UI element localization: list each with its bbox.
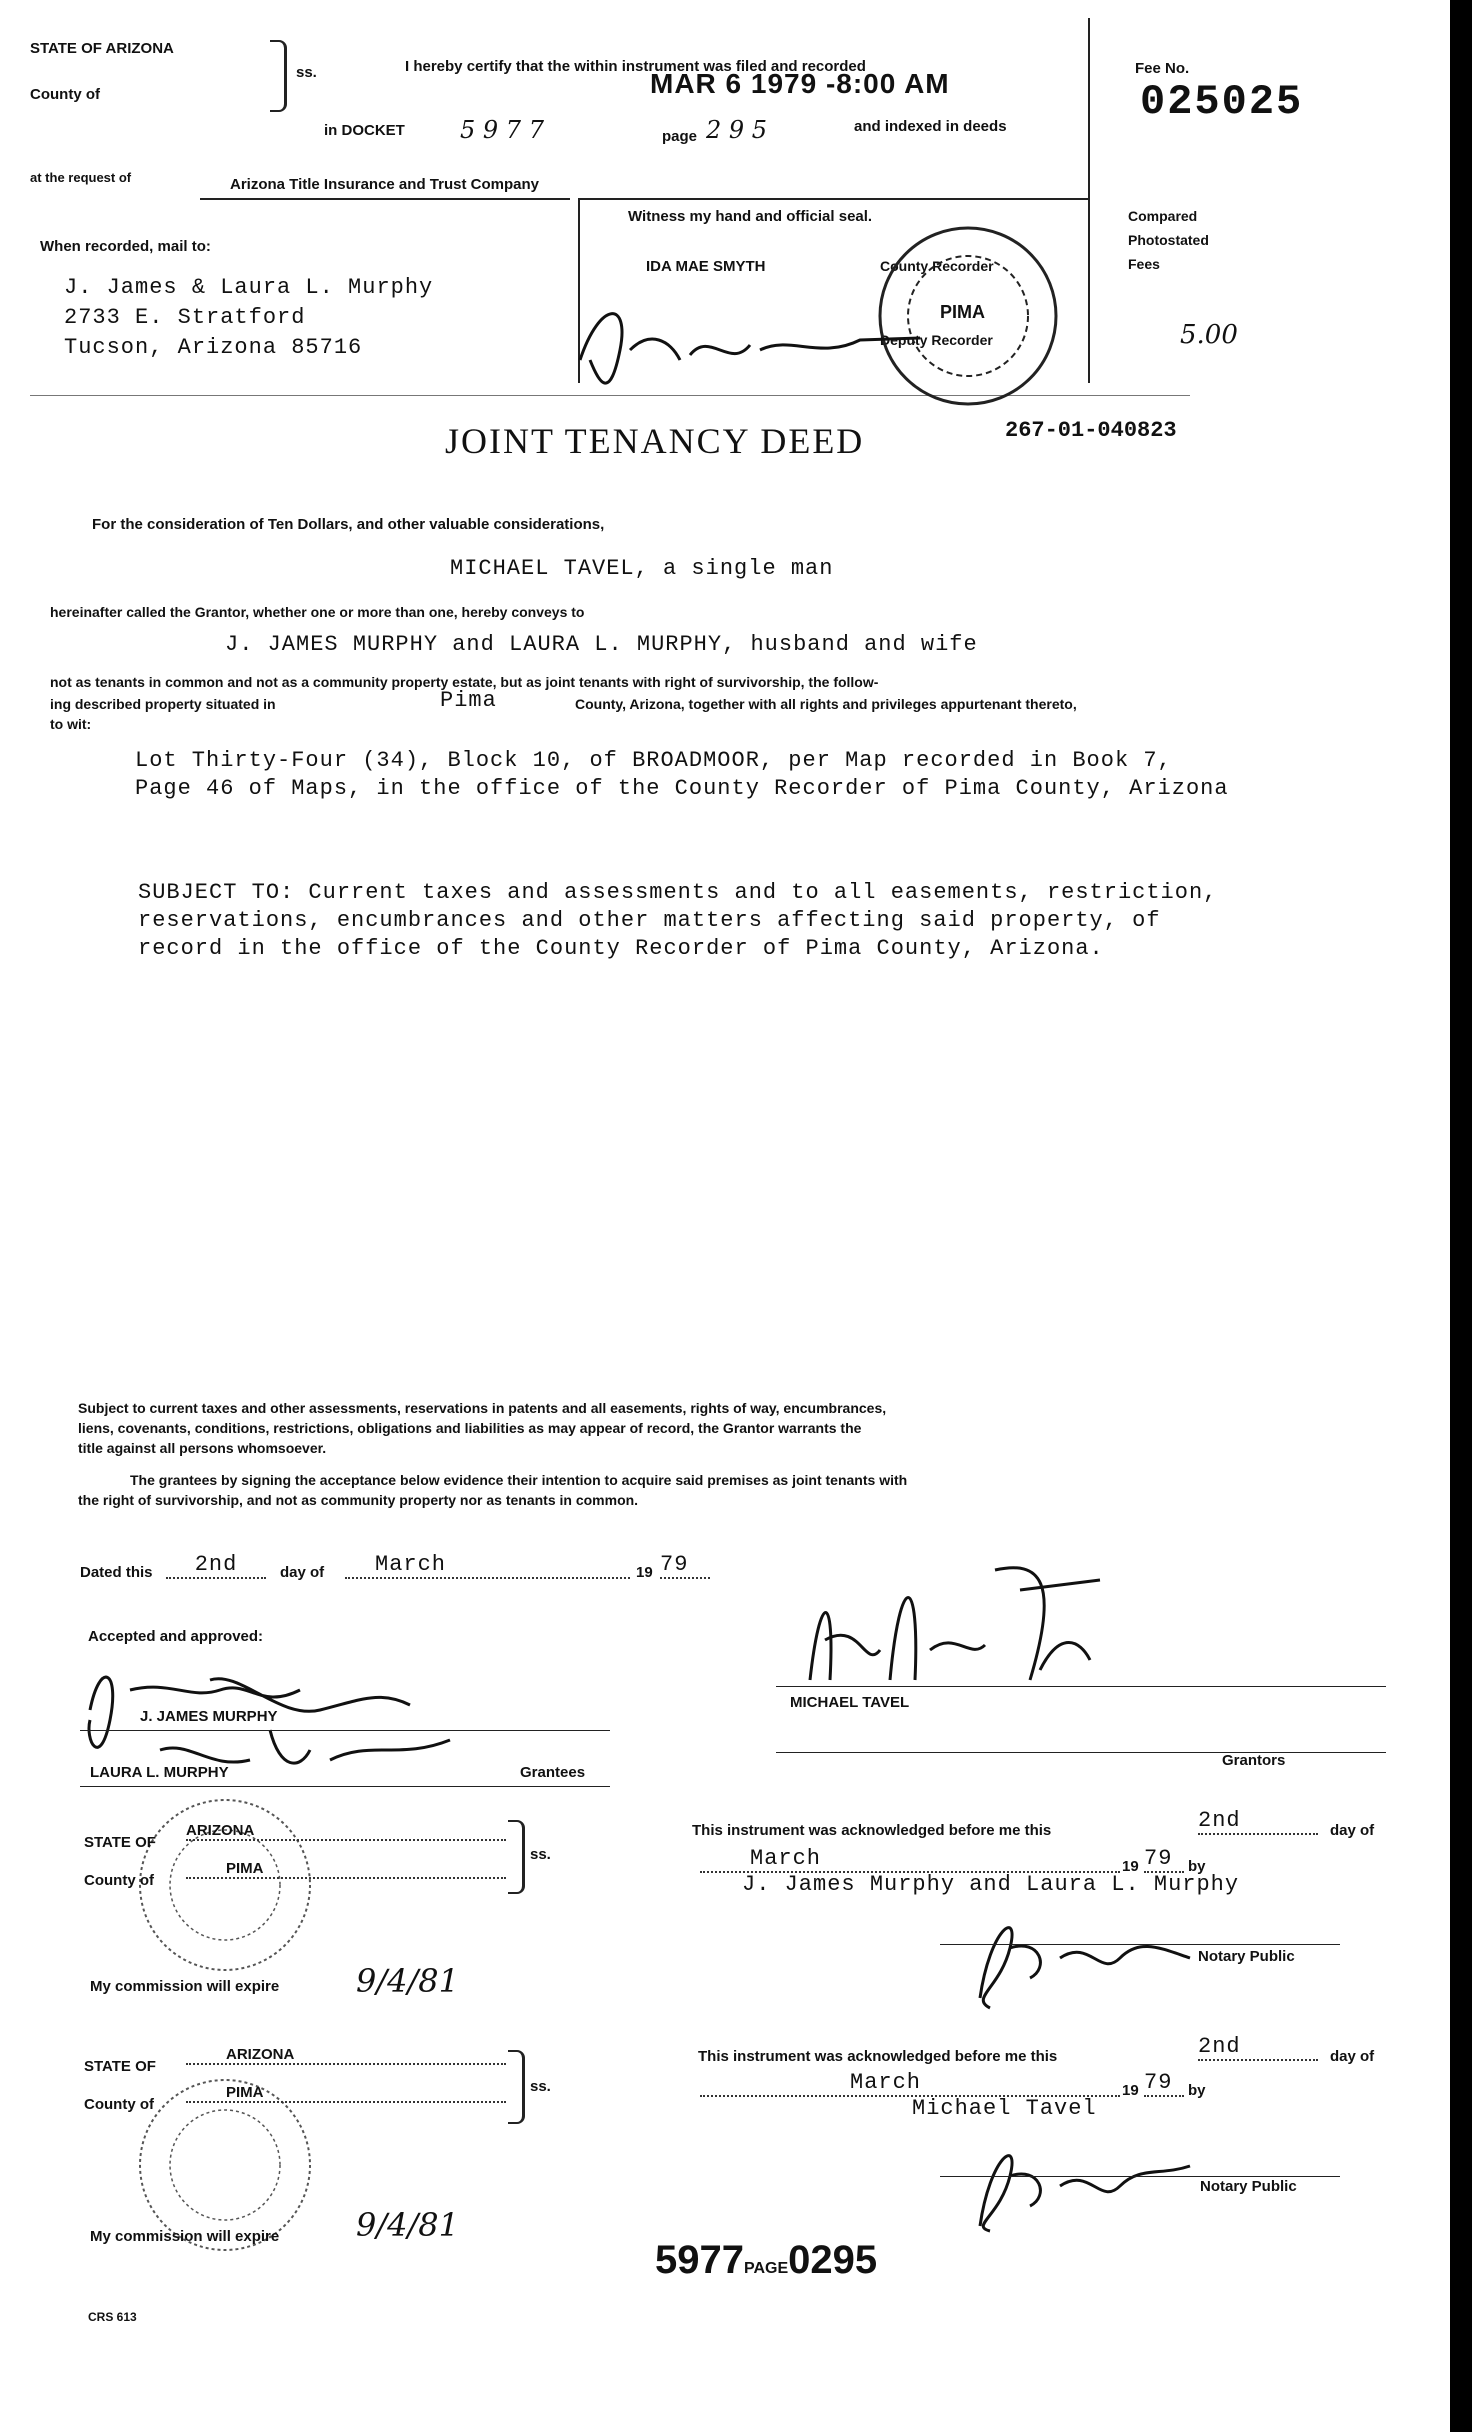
book-number: 5977	[655, 2238, 744, 2282]
seal-text: PIMA	[940, 302, 985, 322]
dated-year-prefix: 19	[636, 1564, 653, 1581]
ack1-notary-line	[940, 1944, 1340, 1945]
page-label: page	[662, 128, 698, 145]
grantor-sig-line-1	[776, 1686, 1386, 1687]
subject-line-1: SUBJECT TO: Current taxes and assessments and to all easements, restriction,	[138, 880, 1218, 905]
scan-edge	[1450, 0, 1472, 2432]
ack2-names: Michael Tavel	[912, 2096, 1097, 2121]
mail-line-3: Tucson, Arizona 85716	[64, 335, 363, 360]
recorder-title: County Recorder	[880, 258, 994, 274]
filed-stamp: MAR 6 1979 -8:00 AM	[650, 68, 950, 99]
deed-title: JOINT TENANCY DEED	[445, 421, 865, 461]
dated-label: Dated this	[80, 1564, 153, 1581]
ss-label: ss.	[296, 64, 317, 81]
page-value: 2 9 5	[706, 116, 768, 144]
grantees-intent-2: the right of survivorship, and not as community property nor as tenants in common.	[78, 1492, 639, 1508]
dated-day: 2nd	[166, 1552, 266, 1579]
ack1-month: March	[700, 1846, 1120, 1873]
grantees-label: Grantees	[520, 1764, 586, 1781]
parcel-number: 267-01-040823	[1005, 418, 1177, 443]
request-label: at the request of	[30, 170, 132, 185]
to-wit: to wit:	[50, 716, 92, 732]
grantees-line: J. JAMES MURPHY and LAURA L. MURPHY, husband and wife	[225, 632, 978, 657]
mail-line-2: 2733 E. Stratford	[64, 305, 306, 330]
grantor-name: MICHAEL TAVEL	[790, 1694, 910, 1711]
joint-text-1: not as tenants in common and not as a community property estate, but as joint tenants with right of survivorship, the follow-	[50, 674, 879, 690]
dated-month: March	[345, 1552, 630, 1579]
ack2-day: 2nd	[1198, 2034, 1318, 2061]
warrant-line-2: liens, covenants, conditions, restrictions, obligations and liabilities as may appear of record, the Grantor warrants the	[78, 1420, 862, 1436]
ack2-notary-label: Notary Public	[1200, 2178, 1297, 2195]
ack1-year: 79	[1144, 1846, 1184, 1873]
ack1-year-prefix: 19	[1122, 1858, 1139, 1875]
mail-line-1: J. James & Laura L. Murphy	[64, 275, 434, 300]
ack1-text: This instrument was acknowledged before me this	[692, 1822, 1052, 1839]
ack2-brace	[508, 2050, 525, 2124]
joint-text-2a: ing described property situated in	[50, 696, 276, 712]
notary-signature-1	[950, 1888, 1230, 2018]
grantee-sig-line-1	[80, 1730, 610, 1731]
fees-label: Fees	[1128, 256, 1160, 272]
page-number: 0295	[788, 2238, 878, 2282]
county-value: Pima	[440, 688, 497, 713]
request-value: Arizona Title Insurance and Trust Company	[230, 176, 539, 193]
witness-text: Witness my hand and official seal.	[628, 208, 873, 225]
ack2-ss: ss.	[530, 2078, 551, 2095]
ack2-month: March	[700, 2070, 1120, 2097]
grantees-intent-1: The grantees by signing the acceptance below evidence their intention to acquire said premises as joint tenants with	[130, 1472, 908, 1488]
warrant-line-3: title against all persons whomsoever.	[78, 1440, 327, 1456]
ack1-county-label: County of	[84, 1872, 154, 1889]
ack2-commission: My commission will expire	[90, 2228, 280, 2245]
ack1-day-of: day of	[1330, 1822, 1375, 1839]
subject-line-3: record in the office of the County Recorder of Pima County, Arizona.	[138, 936, 1104, 961]
ack2-county: PIMA	[186, 2084, 506, 2103]
ack2-year-prefix: 19	[1122, 2082, 1139, 2099]
ack1-names: J. James Murphy and Laura L. Murphy	[742, 1872, 1240, 1897]
dated-year: 79	[660, 1552, 710, 1579]
consideration-text: For the consideration of Ten Dollars, and other valuable considerations,	[92, 516, 605, 533]
ack2-notary-line	[940, 2176, 1340, 2177]
ack2-county-label: County of	[84, 2096, 154, 2113]
conveys-text: hereinafter called the Grantor, whether one or more than one, hereby conveys to	[50, 604, 585, 620]
ack2-expire: 9/4/81	[356, 2206, 459, 2244]
ack2-state: ARIZONA	[186, 2046, 506, 2065]
docket-value: 5 9 7 7	[460, 116, 544, 144]
grantor-sig-line-2	[776, 1752, 1386, 1753]
ack2-by: by	[1188, 2082, 1206, 2099]
ack1-ss: ss.	[530, 1846, 551, 1863]
joint-text-2b: County, Arizona, together with all rights and privileges appurtenant thereto,	[575, 696, 1077, 712]
compared-label: Compared	[1128, 208, 1198, 224]
ack1-brace	[508, 1820, 525, 1894]
grantee-sig-line-2	[80, 1786, 610, 1787]
form-code: CRS 613	[88, 2310, 137, 2324]
recorder-signature	[560, 290, 940, 390]
warrant-line-1: Subject to current taxes and other assessments, reservations in patents and all easements, rights of way, encumbrances,	[78, 1400, 887, 1416]
ack1-state-label: STATE OF	[84, 1834, 156, 1851]
county-brace	[270, 40, 287, 112]
ack1-commission: My commission will expire	[90, 1978, 280, 1995]
subject-line-2: reservations, encumbrances and other matters affecting said property, of	[138, 908, 1161, 933]
ack1-state: ARIZONA	[186, 1822, 506, 1841]
recorder-box-top	[578, 198, 1088, 200]
ack1-county: PIMA	[186, 1860, 506, 1879]
request-underline	[200, 198, 570, 200]
page-word: PAGE	[743, 2260, 789, 2277]
ack1-day: 2nd	[1198, 1808, 1318, 1835]
state-label: STATE OF ARIZONA	[30, 40, 174, 57]
mail-to-label: When recorded, mail to:	[40, 238, 211, 255]
ack2-state-label: STATE OF	[84, 2058, 156, 2075]
ack1-expire: 9/4/81	[356, 1962, 459, 2000]
legal-line-2: Page 46 of Maps, in the office of the County Recorder of Pima County, Arizona	[135, 776, 1229, 801]
ack2-text: This instrument was acknowledged before me this	[698, 2048, 1058, 2065]
ack1-by: by	[1188, 1858, 1206, 1875]
fee-number: 025025	[1140, 78, 1304, 126]
grantor-line: MICHAEL TAVEL, a single man	[450, 556, 834, 581]
certify-text: I hereby certify that the within instrument was filed and recorded	[405, 58, 866, 75]
docket-label: in DOCKET	[324, 122, 405, 139]
county-label: County of	[30, 86, 100, 103]
dated-day-of: day of	[280, 1564, 325, 1581]
indexed-text: and indexed in deeds	[854, 118, 1007, 135]
grantors-label: Grantors	[1222, 1752, 1286, 1769]
fee-label: Fee No.	[1135, 60, 1190, 77]
notary-seal-1	[130, 1790, 320, 1980]
grantor-signature	[780, 1530, 1110, 1720]
book-page-stamp	[655, 2238, 877, 2283]
grantee-name-2: LAURA L. MURPHY	[90, 1764, 229, 1781]
grantee-name-1: J. JAMES MURPHY	[140, 1708, 278, 1725]
ack2-year: 79	[1144, 2070, 1184, 2097]
photostated-label: Photostated	[1128, 232, 1209, 248]
fee-amount: 5.00	[1180, 320, 1238, 350]
notary-signature-2	[950, 2106, 1230, 2236]
ack2-day-of: day of	[1330, 2048, 1375, 2065]
recorder-name: IDA MAE SMYTH	[646, 258, 766, 275]
ack1-notary-label: Notary Public	[1198, 1948, 1295, 1965]
legal-line-1: Lot Thirty-Four (34), Block 10, of BROADMOOR, per Map recorded in Book 7,	[135, 748, 1172, 773]
deputy-title: Deputy Recorder	[880, 332, 993, 348]
accepted-label: Accepted and approved:	[88, 1628, 264, 1645]
